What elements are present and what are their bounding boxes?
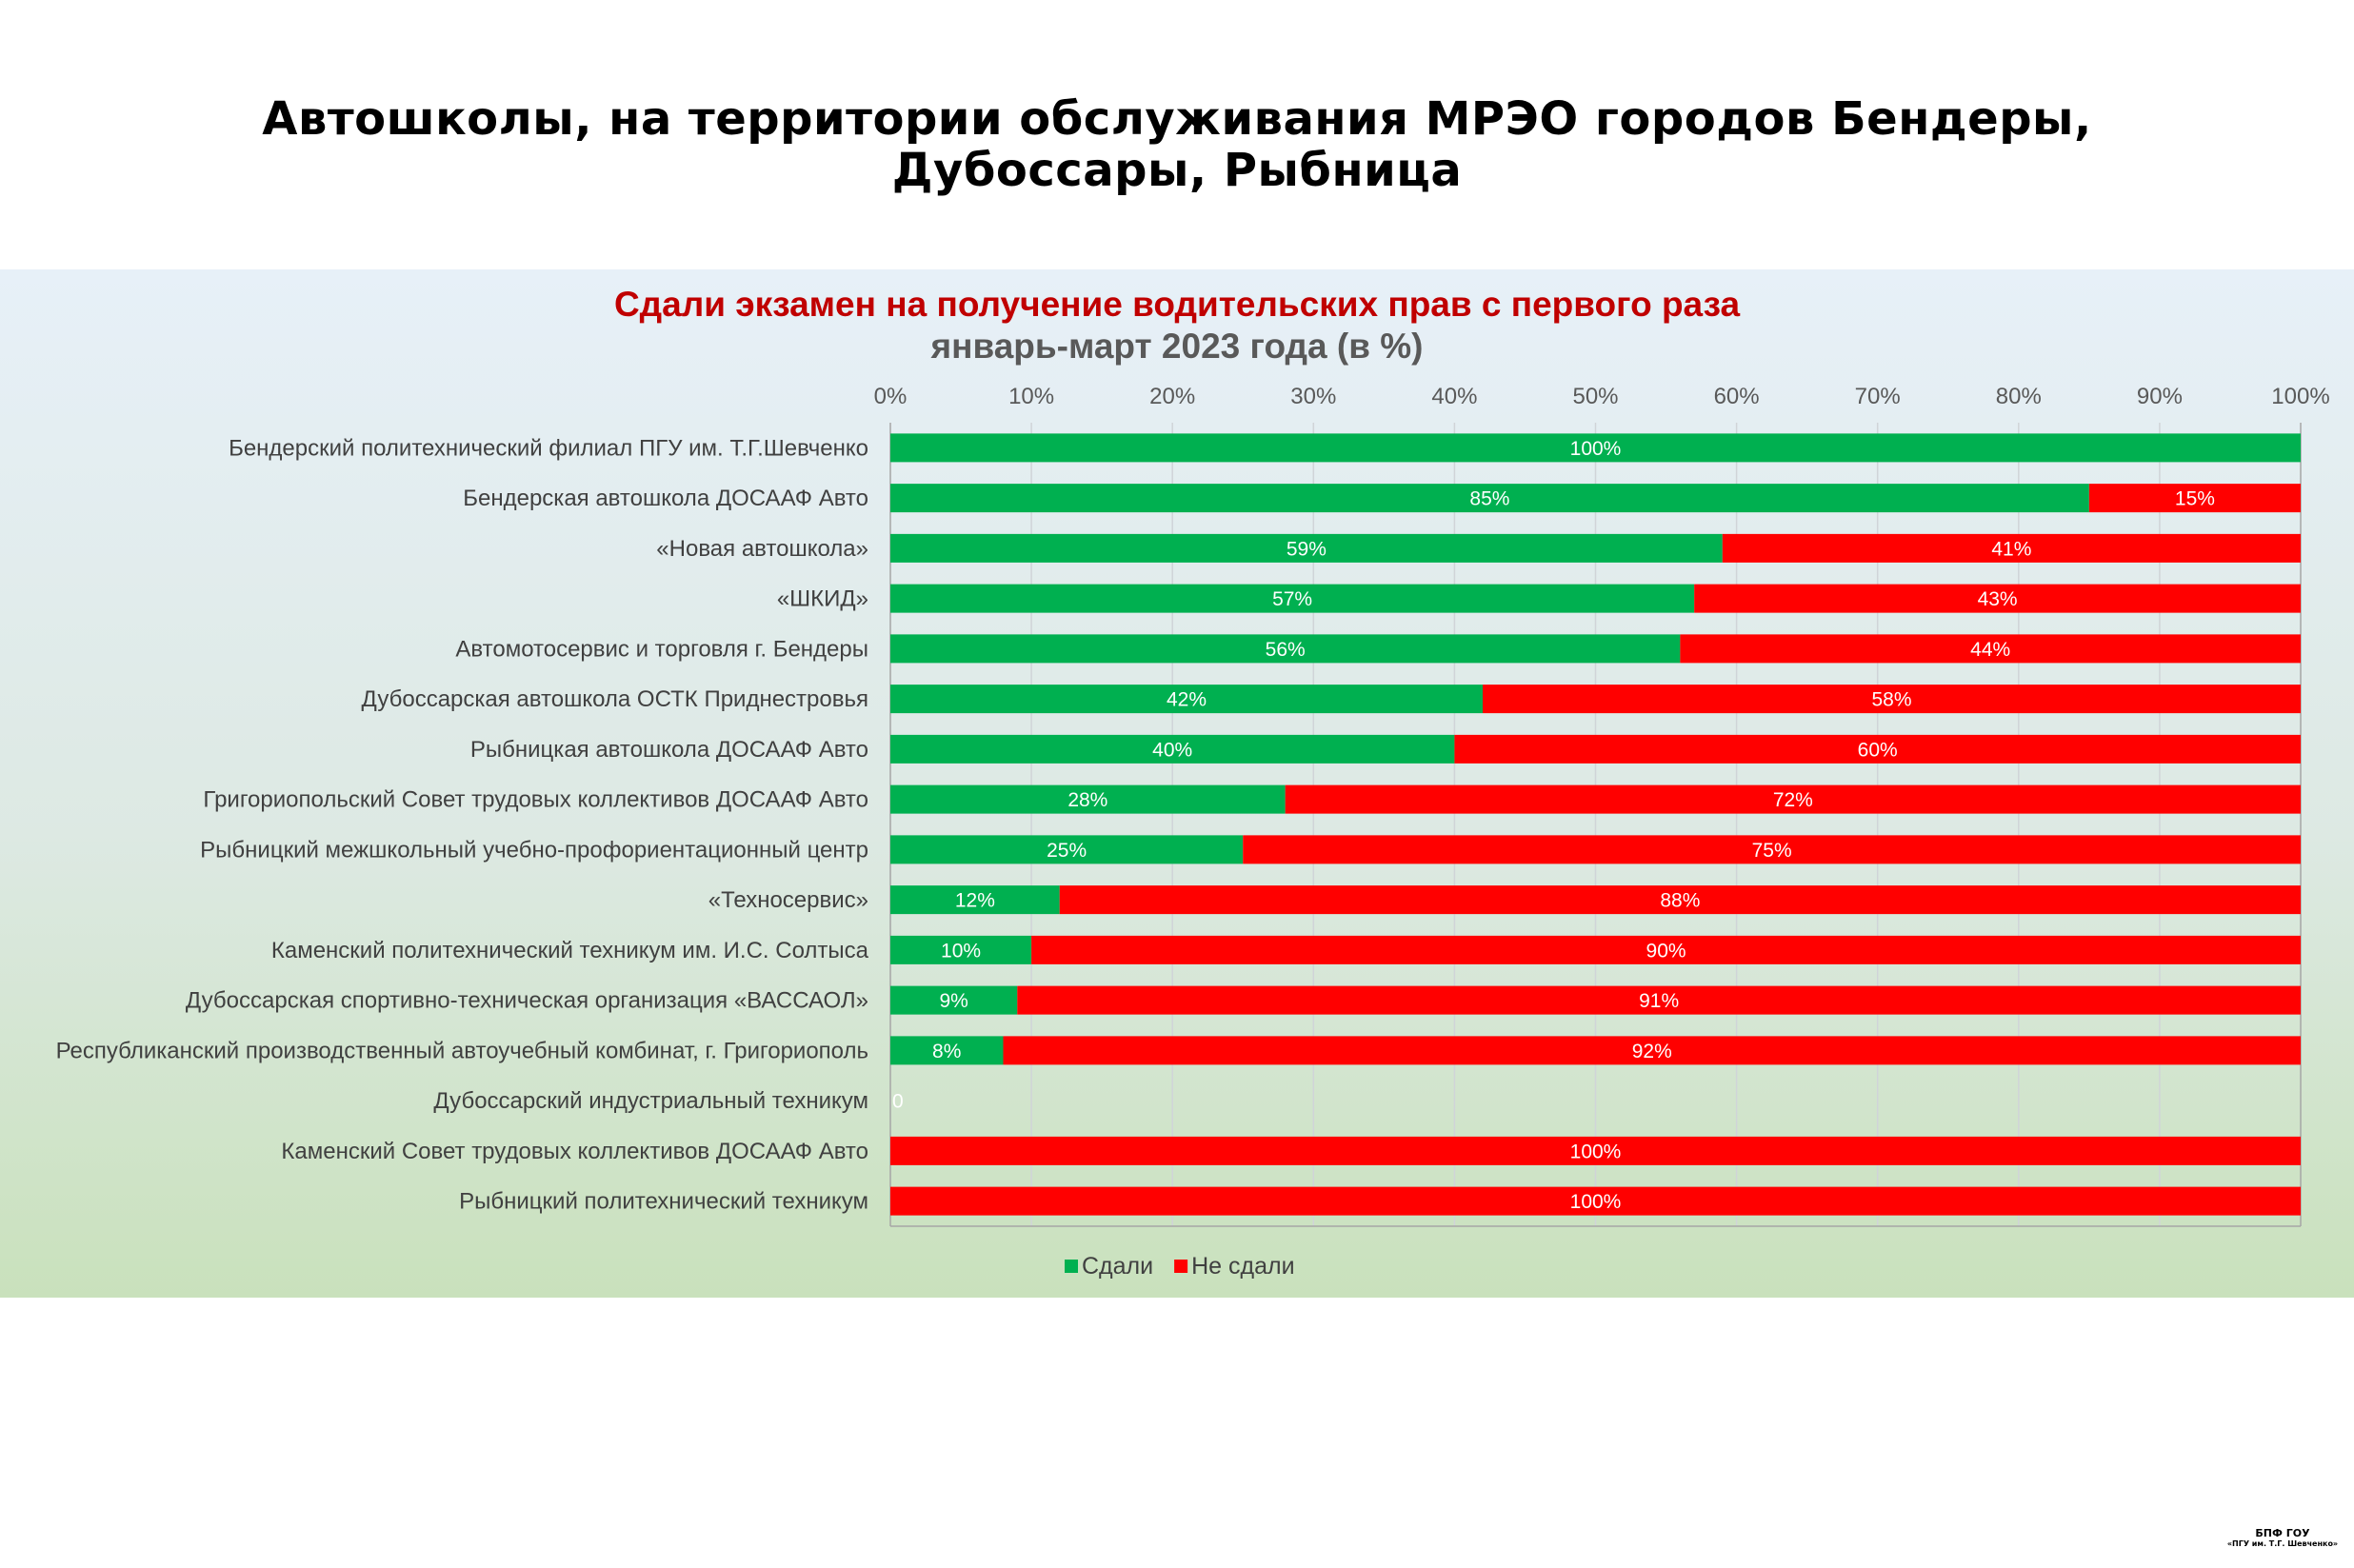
data-label: 56% — [1265, 638, 1306, 661]
chart-subtitle: январь-март 2023 года (в %) — [930, 327, 1424, 366]
footer-logo-line2: «ПГУ им. Т.Г. Шевченко» — [2226, 1539, 2339, 1548]
legend-swatch-failed — [1174, 1260, 1187, 1273]
category-label: «Техносервис» — [708, 887, 868, 914]
data-label: 88% — [1660, 889, 1701, 912]
legend-label: Не сдали — [1191, 1253, 1295, 1280]
data-label: 100% — [1569, 437, 1622, 460]
data-label: 72% — [1772, 789, 1813, 812]
category-label: Дубоссарская спортивно-техническая организация «ВАССАОЛ» — [185, 987, 868, 1014]
category-label: Республиканский производственный автоучебный комбинат, г. Григориополь — [55, 1038, 868, 1064]
x-tick-label: 90% — [2136, 384, 2183, 409]
data-label: 100% — [1569, 1141, 1622, 1163]
data-label: 8% — [932, 1040, 962, 1062]
footer-logo-line1: БПФ ГОУ — [2255, 1527, 2310, 1539]
category-label: Каменский политехнический техникум им. И.С. Солтыса — [270, 937, 868, 963]
x-tick-label: 10% — [1008, 384, 1055, 409]
data-label: 44% — [1970, 638, 2011, 661]
category-label: «Новая автошкола» — [656, 535, 868, 562]
data-label: 60% — [1857, 739, 1898, 762]
legend-label: Сдали — [1082, 1253, 1154, 1280]
data-label: 58% — [1871, 688, 1912, 711]
category-label: Рыбницкая автошкола ДОСААФ Авто — [469, 736, 868, 763]
data-label: 92% — [1631, 1040, 1672, 1062]
data-label: 12% — [954, 889, 995, 912]
slide-title-line1: Автошколы, на территории обслуживания МРЭО городов Бендеры, — [262, 92, 2092, 146]
x-tick-label: 50% — [1572, 384, 1619, 409]
x-tick-label: 60% — [1713, 384, 1760, 409]
data-label: 41% — [1991, 538, 2032, 561]
data-label: 40% — [1152, 739, 1193, 762]
data-label: 0 — [892, 1090, 904, 1113]
category-label: Дубоссарский индустриальный техникум — [433, 1088, 868, 1115]
data-label: 15% — [2174, 487, 2215, 510]
x-tick-label: 0% — [873, 384, 908, 409]
data-label: 100% — [1569, 1191, 1622, 1214]
data-label: 43% — [1977, 588, 2018, 611]
category-label: Автомотосервис и торговля г. Бендеры — [455, 636, 868, 663]
data-label: 42% — [1166, 688, 1207, 711]
category-label: Бендерская автошкола ДОСААФ Авто — [463, 486, 868, 512]
data-label: 90% — [1646, 940, 1686, 963]
x-tick-label: 30% — [1290, 384, 1337, 409]
data-label: 57% — [1272, 588, 1313, 611]
slide-title-line2: Дубоссары, Рыбница — [891, 144, 1463, 197]
x-tick-label: 100% — [2271, 384, 2330, 409]
data-label: 9% — [939, 990, 968, 1013]
footer-logo — [2221, 1527, 2344, 1549]
category-label: Рыбницкий межшкольный учебно-профориентационный центр — [200, 837, 868, 863]
legend-swatch-passed — [1065, 1260, 1078, 1273]
data-label: 91% — [1639, 990, 1680, 1013]
category-label: Дубоссарская автошкола ОСТК Приднестровья — [361, 686, 868, 713]
data-label: 28% — [1067, 789, 1108, 812]
data-label: 85% — [1469, 487, 1510, 510]
category-label: Каменский Совет трудовых коллективов ДОСААФ Авто — [281, 1138, 868, 1164]
category-label: Бендерский политехнический филиал ПГУ им. Т.Г.Шевченко — [229, 435, 868, 462]
category-label: «ШКИД» — [776, 586, 868, 612]
x-tick-label: 80% — [1995, 384, 2042, 409]
data-label: 75% — [1751, 839, 1792, 862]
x-tick-label: 40% — [1431, 384, 1478, 409]
category-label: Рыбницкий политехнический техникум — [459, 1188, 868, 1215]
x-tick-label: 20% — [1149, 384, 1196, 409]
data-label: 25% — [1047, 839, 1087, 862]
x-tick-label: 70% — [1854, 384, 1901, 409]
chart-title: Сдали экзамен на получение водительских прав с первого раза — [613, 285, 1741, 324]
data-label: 10% — [941, 940, 982, 963]
category-label: Григориопольский Совет трудовых коллективов ДОСААФ Авто — [203, 786, 868, 813]
data-label: 59% — [1286, 538, 1327, 561]
